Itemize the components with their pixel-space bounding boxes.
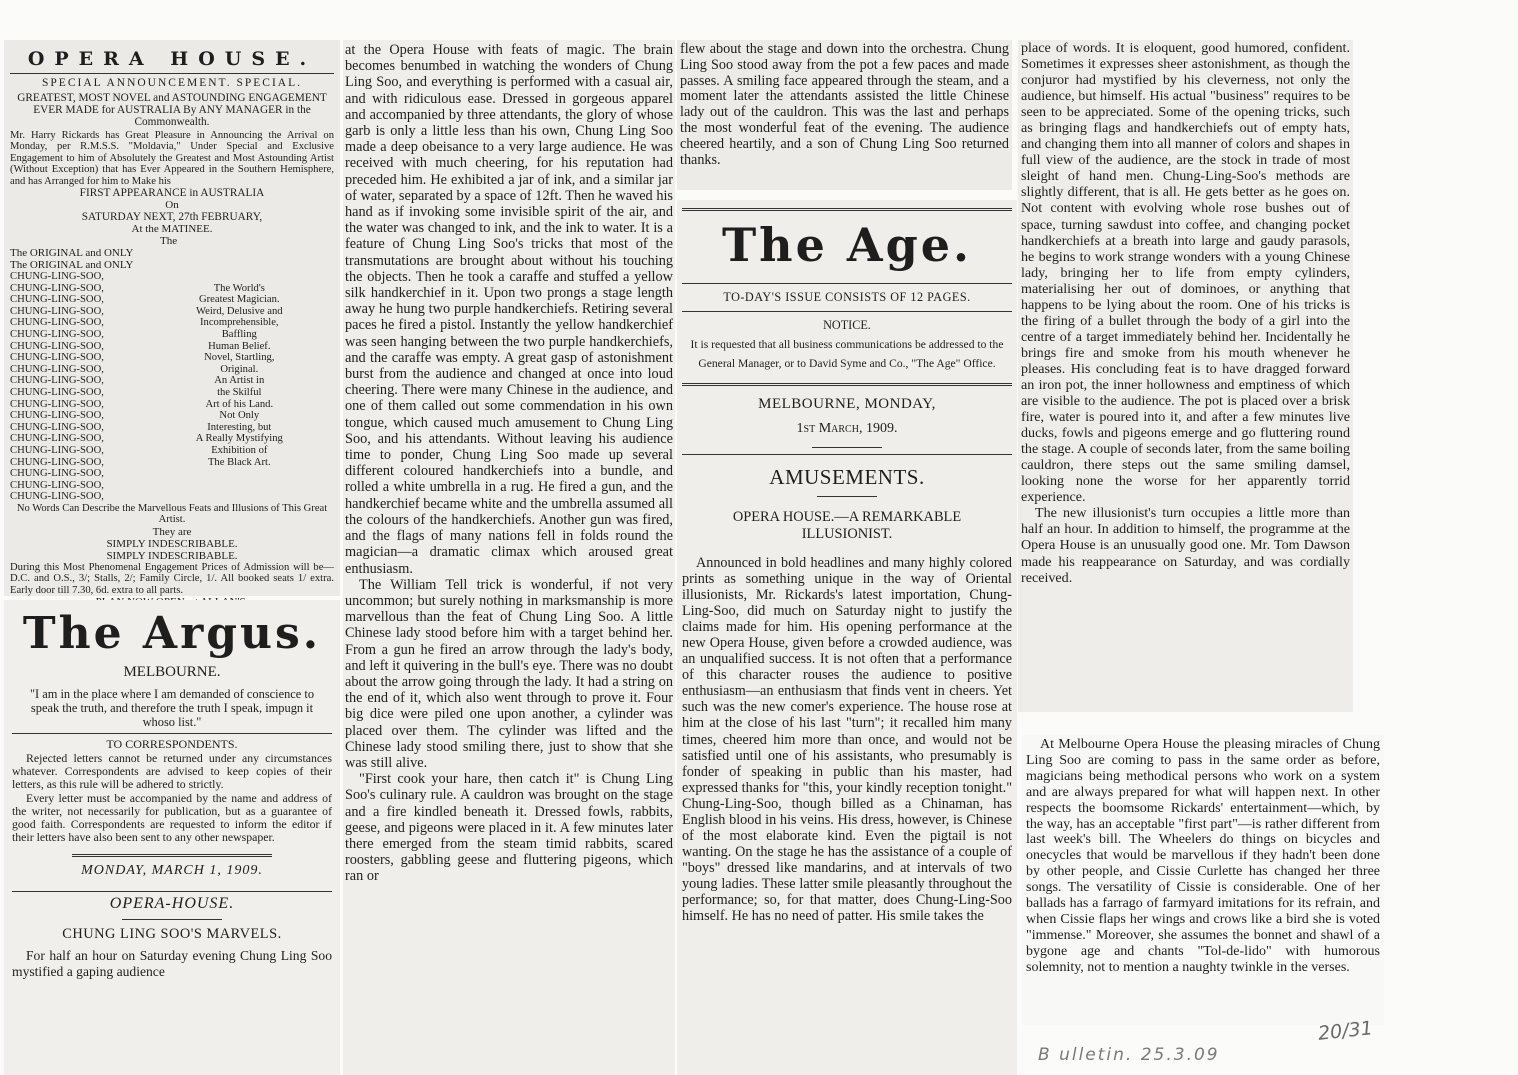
argus-correspondents-p2: Every letter must be accompanied by the name and address of the writer, not necessarily for publication, but as a guarantee of good faith. Correspondents are requested to inform the editor if their letters have also been sent to any other newspaper. <box>12 790 332 845</box>
argus-cont-p3: "First cook your hare, then catch it" is Chung Ling Soo's culinary rule. A cauldron was brought on the stage and a fire kindled beneath it. Dressed fowls, rabbits, geese, and pigeons were placed in it. A few minutes later there emerged from the steam timid rabbits, scared roosters, gabbling geese and fluttering pigeons, which ran or <box>345 771 673 885</box>
ad-name-column <box>10 271 145 503</box>
argus-cont-p2: The William Tell trick is wonderful, if not very uncommon; but surely nothing in marksmanship is more marvellous than the feat of Chung Ling Soo. A little Chinese lady stood before him with a target behind her. From a gun he fired an arrow through the lady's body, and left it quivering in the bull's eye. There was no doubt about the arrow going through the lady. It had a string on the end of it, which also went through to prove it. Four big dice were piled one upon another, a cylinder was placed over them. The cylinder was lifted and the Chinese lady stood smiling there, just to show that she was still alive. <box>345 576 673 771</box>
argus-ending-clipping <box>677 40 1012 190</box>
ad-the: The <box>160 235 178 248</box>
ad-name-line: CHUNG-LING-SOO, <box>10 375 104 387</box>
argus-date: MONDAY, MARCH 1, 1909. <box>81 863 263 879</box>
argus-continued-text <box>345 42 673 885</box>
ad-prices: During this Most Phenomenal Engagement Prices of Admission will be—D.C. and O.S., 3/; Stalls, 2/; Family Circle, 1/. All booked seats 1/ extra. Early door till 7.30, 6d. extra to all parts. <box>10 561 334 596</box>
ad-praise-line: Human Belief. <box>208 340 271 352</box>
ad-name-line: CHUNG-LING-SOO, <box>10 468 104 480</box>
ad-they-are: They are <box>152 525 192 538</box>
ad-body: Mr. Harry Rickards has Great Pleasure in Announcing the Arrival on Monday, per R.M.S.S. "Moldavia," Under Special and Exclusive Engagement to him of Absolutely the Greatest and Most Astounding Artist (Without Exception) that has Ever Appeared in the Southern Hemisphere, and has Arranged for him to Make his <box>10 130 334 187</box>
ad-praise-line: Novel, Startling, <box>204 352 275 364</box>
argus-motto: "I am in the place where I am demanded of conscience to speak the truth, and therefore the truth I speak, impugn it whoso list." <box>29 687 315 729</box>
ad-name-line: CHUNG-LING-SOO, <box>10 329 104 340</box>
argus-lead-paragraph: For half an hour on Saturday evening Chung Ling Soo mystified a gaping audience <box>12 948 332 980</box>
ad-name-list <box>10 271 334 503</box>
opera-house-advertisement <box>4 40 340 596</box>
ad-praise-line <box>145 271 334 283</box>
ad-praise-line: Not Only <box>219 410 260 422</box>
argus-continued-clipping <box>343 40 675 1075</box>
ad-name-line: CHUNG-LING-SOO, <box>10 444 104 456</box>
argus-city: MELBOURNE. <box>123 664 221 680</box>
argus-headline: CHUNG LING SOO'S MARVELS. <box>62 926 282 943</box>
age-clipping <box>677 200 1017 1075</box>
argus-ending-paragraph: flew about the stage and down into the orchestra. Chung Ling Soo stood away from the pot a few paces and made passes. A smiling face appeared through the steam, and a moment later the attendants assisted the little Chinese lady out of the cauldron. This was the last and perhaps the most wonderful feat of the evening. The audience cheered heartily, and a son of Chung Ling Soo returned thanks. <box>680 41 1009 168</box>
ad-name-line: CHUNG-LING-SOO, <box>10 398 104 410</box>
ad-headline: GREATEST, MOST NOVEL and ASTOUNDING ENGAGEMENT EVER MADE for AUSTRALIA By ANY MANAGER in the Commonwealth. <box>17 92 327 128</box>
ad-praise-line: Interesting, but <box>207 421 272 433</box>
age-notice-body: It is requested that all business communications be addressed to the General Manager, or to David Syme and Co., "The Age" Office. <box>690 338 1004 370</box>
age-place: MELBOURNE, MONDAY, <box>758 396 936 412</box>
argus-cont-p1: at the Opera House with feats of magic. The brain becomes benumbed in watching the wonders of Chung Ling Soo, and everything is performed with a casual air, and with ridiculous ease. Dressed in gorgeous apparel and accompanied by three attendants, the glory of whose garb is only a little less than his own, Chung Ling Soo made a deep obeisance to a very large audience. He was received with much cheering, for his reputation had preceded him. He exhibited a jar of ink, and a similar jar of water, separated by a space of 12ft. Then he waved his hand as if invoking some invisible spirit of the air, and the water was changed to ink, and the ink to water. It is a feature of Chung Ling Soo's tricks that most of the transmutations are brought about without his touching the objects. Then he took a caraffe and stuffed a yellow silk handkerchief in it. Upon two prongs a stage length away he hung two purple handkerchiefs. Retiring several paces he fired a pistol. Instantly the yellow handkerchief was seen hanging between the two purple handkerchiefs, and the caraffe was empty. A great gasp of astonishment burst from the audience and changed at once into loud cheering. There were many Chinese in the audience, and one of them called out some commendation in his own tongue, which caused much amusement to Chung Ling Soo, and his attendants. Without leaving his audience time to ponder, Chung Ling Soo made up several different coloured handkerchiefs into a bundle, and rolled a white umbrella in a rug. He fired a gun, and the handkerchief became white and the umbrella assumed all the colours of the handkerchiefs. Another gun was fired, and the flags of many nations fell in folds round the magician—a dramatic climax which aroused great enthusiasm. <box>345 42 673 577</box>
ad-praise-column <box>145 271 334 503</box>
age-notice-title: NOTICE. <box>823 318 871 332</box>
ad-date: SATURDAY NEXT, 27th FEBRUARY, <box>81 211 263 224</box>
handwritten-source-note: B ulletin. 25.3.09 <box>1038 1045 1220 1065</box>
ad-name-line: CHUNG-LING-SOO, <box>10 340 104 352</box>
ad-praise-line: Art of his Land. <box>205 398 274 410</box>
ad-name-line: CHUNG-LING-SOO, <box>10 386 104 398</box>
bulletin-paragraph: At Melbourne Opera House the pleasing miracles of Chung Ling Soo are coming to pass in the same order as before, magicians being methodical persons who work on a system and are always prepared for what will happen next. In other respects the boomsome Rickards' entertainment—which, by the way, has an acceptable "first part"—is rather different from last week's bill. The Wheelers do things on bicycles and onecycles that would be marvellous if they hadn't been done by other people, and Cissie Curlette has changed her three songs. The versatility of Cissie is considerable. One of her ballads has a farrago of farmyard imitations for its refrain, and when Cissie flaps her wings and crows like a bird she is voted "immense." Moreover, she assumes the bonnet and shawl of a bygone age and chants "Tol-de-lido" with humorous solemnity, not to mention a naughty twinkle in the verses. <box>1026 737 1380 975</box>
ad-first-appearance: FIRST APPEARANCE in AUSTRALIA <box>79 187 265 200</box>
bulletin-text <box>1026 737 1380 976</box>
age-masthead: The Age. <box>721 218 973 272</box>
argus-section: OPERA-HOUSE. <box>109 895 235 913</box>
ad-indescribable-1: SIMPLY INDESCRIBABLE. <box>106 537 238 550</box>
ad-name-line: CHUNG-LING-SOO, <box>10 456 104 468</box>
ad-name-line: CHUNG-LING-SOO, <box>10 421 104 433</box>
ad-name-line: CHUNG-LING-SOO, <box>10 271 104 283</box>
ad-praise-line: Greatest Magician. <box>198 294 280 306</box>
handwritten-page-number: 20/31 <box>1317 1017 1374 1045</box>
ad-announcement: SPECIAL ANNOUNCEMENT. SPECIAL. <box>42 77 302 89</box>
ad-praise-line: Baffling <box>221 329 257 340</box>
ad-at-matinee: At the MATINEE. <box>131 223 213 236</box>
age-body-paragraph: Announced in bold headlines and many highly colored prints as something unique in the way of Oriental illusionists, Mr. Rickards's latest importation, Chung-Ling-Soo, did much on Saturday night to justify the claims made for him. His opening performance at the new Opera House, given before a crowded audience, was an unqualified success. It is not often that a performance of this character rouses the audience to positive enthusiasm—an enthusiasm that finds vent in cheers. Yet such was the new comer's experience. The house rose at him at the close of his last "turn"; it recalled him many times, cheered him more than once, and would not be satisfied until one of his assistants, who presumably is fonder of speaking in public than his master, had expressed thanks for "this, your kindly reception tonight." Chung-Ling-Soo, though billed as a Chinaman, has English blood in his veins. His dress, however, is Chinese of the most elaborate kind. Even the pigtail is not wanting. On the stage he has the assistance of a couple of "boys" dressed like mandarins, and at intervals of two young ladies. These latter smile pleasantly throughout the performance; so, for that matter, does Chung-Ling-Soo himself. He has no need of patter. His smile takes the <box>682 555 1012 925</box>
age-section: AMUSEMENTS. <box>769 465 925 489</box>
age-body <box>682 555 1012 924</box>
ad-praise-line: Weird, Delusive and <box>196 305 283 317</box>
ad-name-line: CHUNG-LING-SOO, <box>10 352 104 364</box>
ad-praise-line: the Skilful <box>217 386 262 398</box>
age-date: 1st March, 1909. <box>796 421 898 436</box>
ad-original-2: The ORIGINAL and ONLY <box>10 259 134 272</box>
age-headline: OPERA HOUSE.—A REMARKABLE ILLUSIONIST. <box>732 509 962 542</box>
ad-name-line: CHUNG-LING-SOO, <box>10 282 104 294</box>
ad-original-1: The ORIGINAL and ONLY <box>10 247 134 260</box>
ad-name-line: CHUNG-LING-SOO, <box>10 479 104 491</box>
ad-name-line: CHUNG-LING-SOO, <box>10 491 104 503</box>
age-issue-note: TO-DAY'S ISSUE CONSISTS OF 12 PAGES. <box>723 290 971 304</box>
ad-name-line: CHUNG-LING-SOO, <box>10 317 104 329</box>
argus-lead <box>12 948 332 980</box>
age-continued-clipping <box>1018 40 1353 712</box>
bulletin-clipping <box>1022 735 1384 1025</box>
ad-no-words: No Words Can Describe the Marvellous Feats and Illusions of This Great Artist. <box>16 502 328 526</box>
ad-on: On <box>165 199 179 212</box>
ad-praise-line: Incomprehensible, <box>200 317 279 329</box>
ad-header: OPERA HOUSE. <box>27 48 317 70</box>
ad-praise-line: The Black Art. <box>207 456 271 468</box>
ad-name-line: CHUNG-LING-SOO, <box>10 363 104 375</box>
argus-correspondents-body <box>12 752 332 844</box>
ad-praise-line: A Really Mystifying <box>195 433 283 445</box>
age-cont-p1: place of words. It is eloquent, good humored, confident. Sometimes it expresses sheer astonishment, as though the conjuror had mystified by his cleverness, not only the audience, but himself. His actual "business" requires to be seen to be appreciated. Some of the opening tricks, such as bringing flags and handkerchiefs out of empty hats, and changing them into all manner of colors and shapes in full view of the audience, are the stock in trade of most sleight of hand men. Chung-Ling-Soo's methods are slightly different, that is all. He gets better as he goes on. Not content with evolving whole rose bushes out of space, turning sawdust into coffee, and changing pocket handkerchiefs at a breath into large and gaudy parasols, he begins to work strange wonders with a young Chinese lady, bringing her to life from empty cylinders, materialising her out of dominoes, or anything that happens to be lying about the room. One of his tricks is the firing of a bullet through the body of a girl into the centre of a target immediately behind her. Incidentally he brings fire and smoke from his mouth whenever he pleases. His concluding feat is to have dragged forward an iron pot, the inner hollowness and emptiness of which are visible to the audience. The pot is placed over a brisk fire, water is poured into it, and after a few minutes live ducks, fowls and pigeons emerge and go fluttering round the stage. A couple of seconds later, from the same boiling cauldron, there steps out the same smiling damsel, looking none the worse for her apparently torrid experience. <box>1021 40 1350 506</box>
ad-praise-line: Exhibition of <box>211 444 268 456</box>
argus-correspondents-title: TO CORRESPONDENTS. <box>106 737 238 751</box>
age-cont-p2: The new illusionist's turn occupies a little more than half an hour. In addition to himself, the programme at the Opera House is an unusually good one. Mr. Tom Dawson made his reappearance on Saturday, and was cordially received. <box>1021 505 1350 586</box>
ad-name-line: CHUNG-LING-SOO, <box>10 433 104 445</box>
ad-indescribable-2: SIMPLY INDESCRIBABLE. <box>106 549 238 562</box>
ad-name-line: CHUNG-LING-SOO, <box>10 410 104 422</box>
argus-clipping <box>4 600 340 1075</box>
argus-ending-text <box>680 42 1009 168</box>
age-continued-text <box>1021 40 1350 586</box>
ad-praise-line: An Artist in <box>214 375 265 387</box>
ad-name-line: CHUNG-LING-SOO, <box>10 305 104 317</box>
ad-name-line: CHUNG-LING-SOO, <box>10 294 104 306</box>
ad-praise-line: The World's <box>213 282 265 294</box>
ad-praise-line: Original. <box>220 363 259 375</box>
argus-correspondents-p1: Rejected letters cannot be returned under any circumstances whatever. Correspondents are advised to keep copies of their letters, as this rule will be adhered to strictly. <box>12 751 332 792</box>
argus-masthead: The Argus. <box>22 608 322 659</box>
